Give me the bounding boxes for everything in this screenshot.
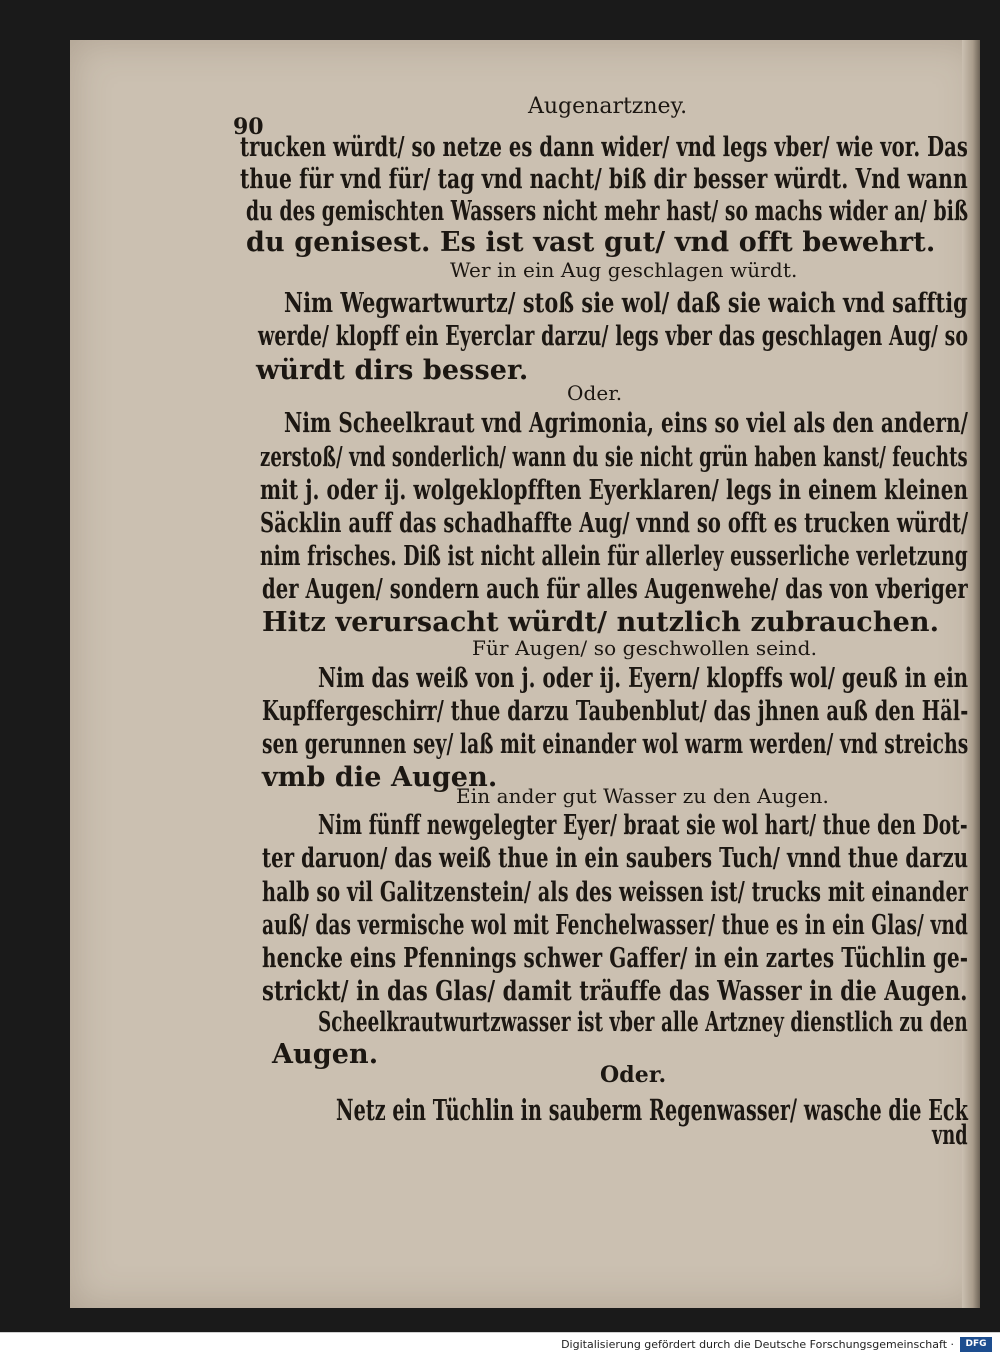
text-line: trucken würdt/ so netze es dann wider/ vnd legs vber/ wie vor. Das: [240, 132, 968, 163]
text-line: Nim fünff newgelegter Eyer/ braat sie wol hart/ thue den Dot-: [318, 810, 968, 841]
funding-credit: Digitalisierung gefördert durch die Deutsche Forschungsgemeinschaft ·: [561, 1338, 954, 1351]
text-line: Kupffergeschirr/ thue darzu Taubenblut/ das jhnen auß den Häl-: [262, 696, 969, 727]
text-line: strickt/ in das Glas/ damit träuffe das Wasser in die Augen.: [262, 976, 968, 1007]
text-line: Nim das weiß von j. oder ij. Eyern/ klopffs wol/ geuß in ein: [318, 663, 969, 694]
section-heading: Oder.: [600, 1062, 667, 1088]
text-line: ter daruon/ das weiß thue in ein saubers Tuch/ vnnd thue darzu: [262, 843, 969, 874]
text-line: werde/ klopff ein Eyerclar darzu/ legs vber das geschlagen Aug/ so: [258, 321, 969, 352]
running-head: Augenartzney.: [528, 94, 688, 119]
text-line: Nim Scheelkraut vnd Agrimonia, eins so viel als den andern/: [284, 408, 969, 439]
section-heading: Oder.: [567, 381, 623, 405]
footer-bar: [0, 1332, 1000, 1357]
text-line: thue für vnd für/ tag vnd nacht/ biß dir besser würdt. Vnd wann: [240, 164, 968, 195]
text-line: würdt dirs besser.: [256, 355, 529, 386]
text-line: Hitz verursacht würdt/ nutzlich zubrauchen.: [262, 607, 940, 638]
catchword: vnd: [932, 1120, 968, 1151]
text-line: du genisest. Es ist vast gut/ vnd offt bewehrt.: [246, 227, 936, 258]
dfg-logo: DFG: [960, 1337, 992, 1352]
text-line: auß/ das vermische wol mit Fenchelwasser/ thue es in ein Glas/ vnd: [262, 910, 968, 941]
folio-number: 90: [233, 114, 264, 140]
text-line: Säcklin auff das schadhaffte Aug/ vnnd so offt es trucken würdt/: [260, 508, 969, 539]
text-line: hencke eins Pfennings schwer Gaffer/ in ein zartes Tüchlin ge-: [262, 943, 969, 974]
text-line: mit j. oder ij. wolgeklopfften Eyerklaren/ legs in einem kleinen: [260, 475, 969, 506]
text-line: vmb die Augen.: [262, 762, 498, 793]
section-heading: Für Augen/ so geschwollen seind.: [472, 636, 818, 660]
text-line: sen gerunnen sey/ laß mit einander wol warm werden/ vnd streichs: [262, 729, 969, 760]
text-line: Nim Wegwartwurtz/ stoß sie wol/ daß sie waich vnd safftig: [284, 288, 968, 319]
text-line: Netz ein Tüchlin in sauberm Regenwasser/ wasche die Eck: [336, 1093, 968, 1127]
text-line: Scheelkrautwurtzwasser ist vber alle Artzney dienstlich zu den: [318, 1007, 968, 1038]
text-line: der Augen/ sondern auch für alles Augenwehe/ das von vberiger: [262, 574, 968, 605]
text-line: Augen.: [272, 1039, 379, 1070]
section-heading: Wer in ein Aug geschlagen würdt.: [450, 258, 798, 282]
text-line: zerstoß/ vnd sonderlich/ wann du sie nicht grün haben kanst/ feuchts: [260, 442, 968, 473]
text-line: du des gemischten Wassers nicht mehr hast/ so machs wider an/ biß: [246, 196, 969, 227]
section-heading: Ein ander gut Wasser zu den Augen.: [456, 784, 829, 808]
text-line: halb so vil Galitzenstein/ als des weissen ist/ trucks mit einander: [262, 877, 969, 908]
text-line: nim frisches. Diß ist nicht allein für allerley eusserliche verletzung: [260, 541, 968, 572]
